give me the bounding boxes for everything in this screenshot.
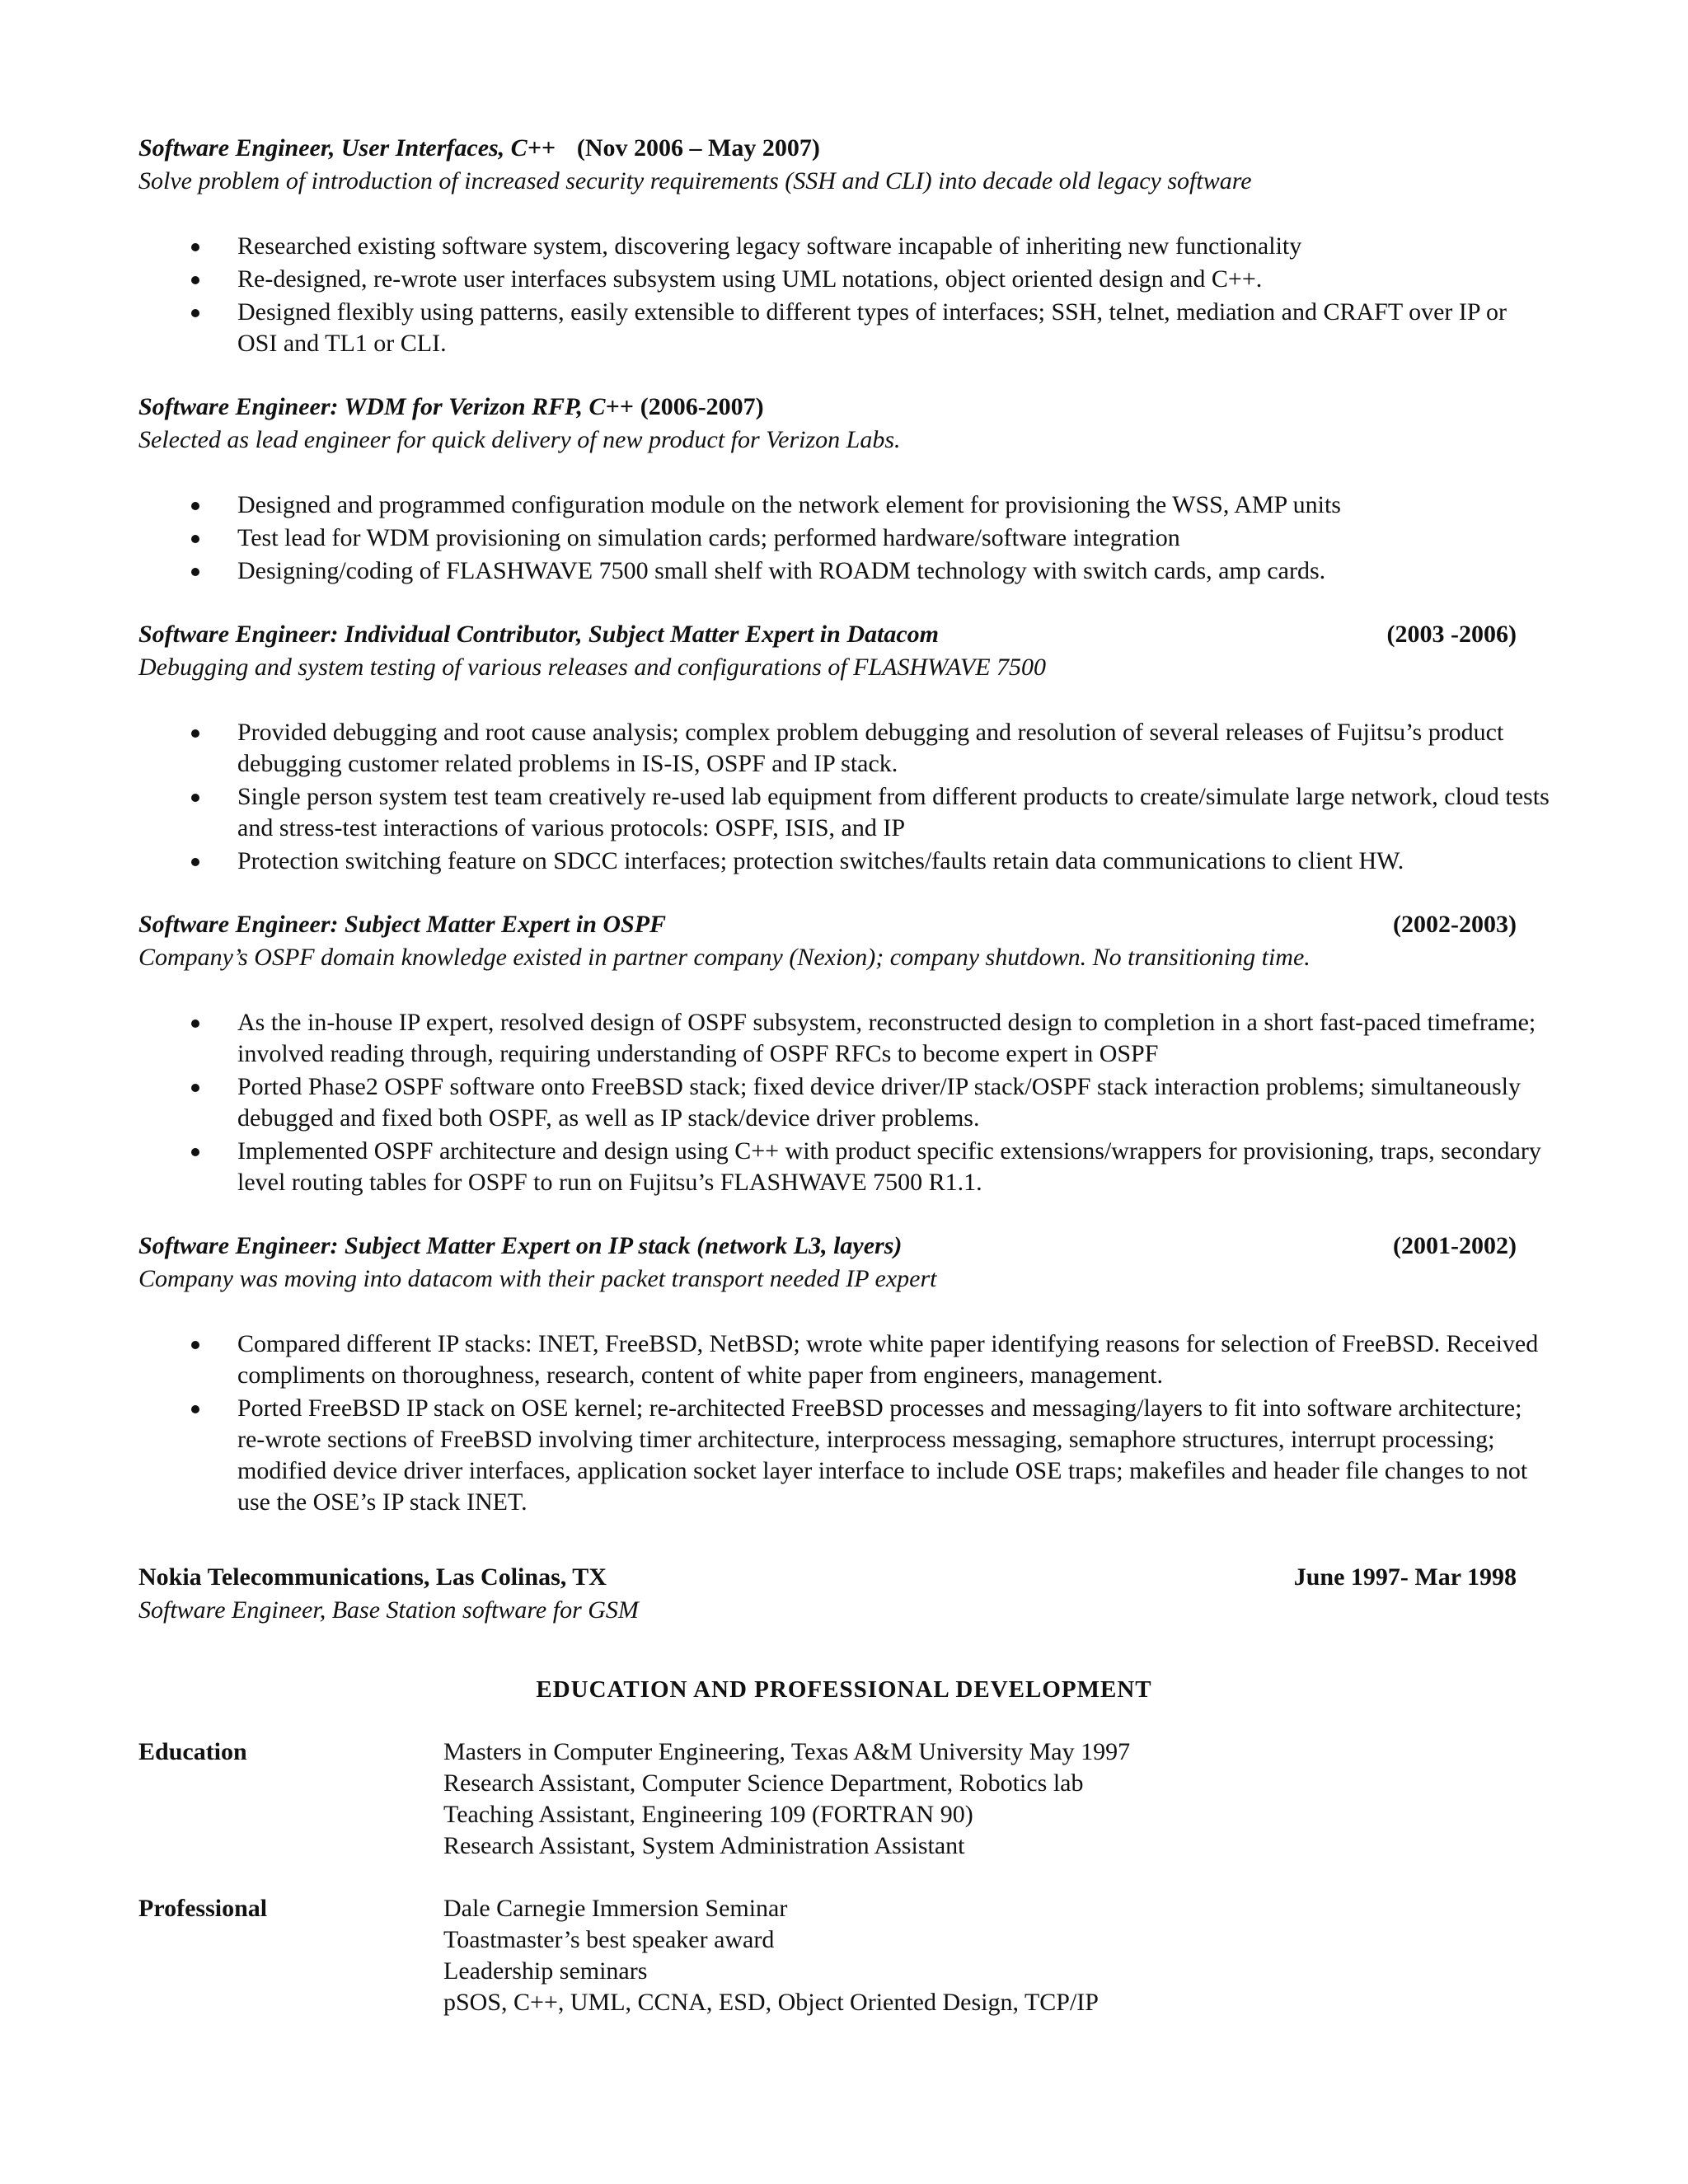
job-title: Software Engineer: Subject Matter Expert in OSPF bbox=[138, 911, 667, 938]
job-title: Software Engineer: Individual Contributor, Subject Matter Expert in Datacom bbox=[138, 621, 939, 648]
job-entry bbox=[138, 1230, 1550, 1518]
professional-items bbox=[443, 1893, 1099, 2018]
job-dates: (2003 -2006) bbox=[1386, 621, 1517, 648]
professional-item: Leadership seminars bbox=[443, 1957, 648, 1985]
job-bullets bbox=[138, 1329, 1550, 1518]
job-subtitle: Selected as lead engineer for quick delivery of new product for Verizon Labs. bbox=[138, 426, 901, 453]
company-entry bbox=[138, 1561, 1550, 1627]
bullet-item: As the in-house IP expert, resolved design of OSPF subsystem, reconstructed design to completion in a short fast-paced timeframe; involved reading through, requiring understanding of OSPF RFCs to become expert in OSPF bbox=[138, 1007, 1550, 1070]
education-item: Teaching Assistant, Engineering 109 (FORTRAN 90) bbox=[443, 1801, 973, 1828]
job-dates: (2006-2007) bbox=[640, 393, 764, 420]
job-dates: (2002-2003) bbox=[1393, 911, 1517, 938]
professional-item: Toastmaster’s best speaker award bbox=[443, 1926, 775, 1953]
job-entry bbox=[138, 618, 1550, 877]
bullet-item: Provided debugging and root cause analysis; complex problem debugging and resolution of several releases of Fujitsu’s product debugging customer related problems in IS-IS, OSPF and IP stack. bbox=[138, 717, 1550, 780]
bullet-item: Ported Phase2 OSPF software onto FreeBSD stack; fixed device driver/IP stack/OSPF stack interaction problems; simultaneously debugged and fixed both OSPF, as well as IP stack/device driver problems. bbox=[138, 1071, 1550, 1134]
resume-page bbox=[138, 132, 1550, 2050]
job-bullets bbox=[138, 1007, 1550, 1198]
professional-row bbox=[138, 1893, 1550, 2018]
job-bullets bbox=[138, 231, 1550, 359]
bullet-item: Ported FreeBSD IP stack on OSE kernel; re-architected FreeBSD processes and messaging/layers to fit into software architecture; re-wrote sections of FreeBSD involving timer architecture, interprocess messaging, semaphore structures, interrupt processing; modified device driver interfaces, application socket layer interface to include OSE traps; makefiles and header file changes to not use the OSE’s IP stack INET. bbox=[138, 1393, 1550, 1518]
bullet-item: Designing/coding of FLASHWAVE 7500 small shelf with ROADM technology with switch cards, amp cards. bbox=[138, 555, 1550, 587]
job-bullets bbox=[138, 490, 1550, 587]
job-entry bbox=[138, 908, 1550, 1198]
job-entry bbox=[138, 391, 1550, 587]
education-item: Masters in Computer Engineering, Texas A&M University May 1997 bbox=[443, 1738, 1131, 1765]
job-subtitle: Solve problem of introduction of increased security requirements (SSH and CLI) into decade old legacy software bbox=[138, 167, 1252, 194]
education-item: Research Assistant, System Administration Assistant bbox=[443, 1832, 965, 1859]
job-header bbox=[138, 391, 1550, 424]
company-header bbox=[138, 1561, 1550, 1594]
job-title: Software Engineer, User Interfaces, C++ (Nov 2006 – May 2007) bbox=[138, 134, 820, 162]
bullet-item: Test lead for WDM provisioning on simulation cards; performed hardware/software integration bbox=[138, 523, 1550, 554]
bullet-item: Implemented OSPF architecture and design using C++ with product specific extensions/wrappers for provisioning, traps, secondary level routing tables for OSPF to run on Fujitsu’s FLASHWAVE 7500 R1.1. bbox=[138, 1136, 1550, 1198]
company-name: Nokia Telecommunications, Las Colinas, TX bbox=[138, 1563, 607, 1591]
education-heading: EDUCATION AND PROFESSIONAL DEVELOPMENT bbox=[536, 1676, 1152, 1703]
job-header bbox=[138, 618, 1550, 651]
bullet-item: Compared different IP stacks: INET, FreeBSD, NetBSD; wrote white paper identifying reasons for selection of FreeBSD. Received compliments on thoroughness, research, content of white paper from engineers, management. bbox=[138, 1329, 1550, 1391]
job-dates: (Nov 2006 – May 2007) bbox=[576, 134, 820, 162]
bullet-item: Protection switching feature on SDCC interfaces; protection switches/faults retain data communications to client HW. bbox=[138, 846, 1550, 877]
education-label: Education bbox=[138, 1738, 247, 1765]
job-header bbox=[138, 132, 1550, 165]
professional-item: pSOS, C++, UML, CCNA, ESD, Object Oriented Design, TCP/IP bbox=[443, 1989, 1099, 2016]
professional-label: Professional bbox=[138, 1895, 268, 1922]
job-subtitle: Company was moving into datacom with their packet transport needed IP expert bbox=[138, 1265, 937, 1292]
education-item: Research Assistant, Computer Science Department, Robotics lab bbox=[443, 1769, 1084, 1797]
bullet-item: Designed flexibly using patterns, easily extensible to different types of interfaces; SSH, telnet, mediation and CRAFT over IP or OSI and TL1 or CLI. bbox=[138, 297, 1550, 359]
company-role: Software Engineer, Base Station software for GSM bbox=[138, 1596, 639, 1624]
job-header bbox=[138, 908, 1550, 941]
bullet-item: Re-designed, re-wrote user interfaces subsystem using UML notations, object oriented design and C++. bbox=[138, 264, 1550, 295]
job-entry bbox=[138, 132, 1550, 359]
education-row bbox=[138, 1736, 1550, 1862]
bullet-item: Researched existing software system, discovering legacy software incapable of inheriting new functionality bbox=[138, 231, 1550, 262]
job-title: Software Engineer: WDM for Verizon RFP, C++ (2006-2007) bbox=[138, 393, 764, 420]
bullet-item: Designed and programmed configuration module on the network element for provisioning the WSS, AMP units bbox=[138, 490, 1550, 521]
job-bullets bbox=[138, 717, 1550, 877]
bullet-item: Single person system test team creatively re-used lab equipment from different products to create/simulate large network, cloud tests and stress-test interactions of various protocols: OSPF, ISIS, and IP bbox=[138, 781, 1550, 844]
job-header bbox=[138, 1230, 1550, 1263]
job-title: Software Engineer: Subject Matter Expert on IP stack (network L3, layers) bbox=[138, 1232, 903, 1259]
job-subtitle: Company’s OSPF domain knowledge existed in partner company (Nexion); company shutdown. No transitioning time. bbox=[138, 944, 1311, 971]
job-dates: (2001-2002) bbox=[1393, 1232, 1517, 1259]
company-dates: June 1997- Mar 1998 bbox=[1293, 1563, 1517, 1591]
professional-item: Dale Carnegie Immersion Seminar bbox=[443, 1895, 788, 1922]
education-items bbox=[443, 1736, 1130, 1862]
job-subtitle: Debugging and system testing of various releases and configurations of FLASHWAVE 7500 bbox=[138, 654, 1047, 681]
